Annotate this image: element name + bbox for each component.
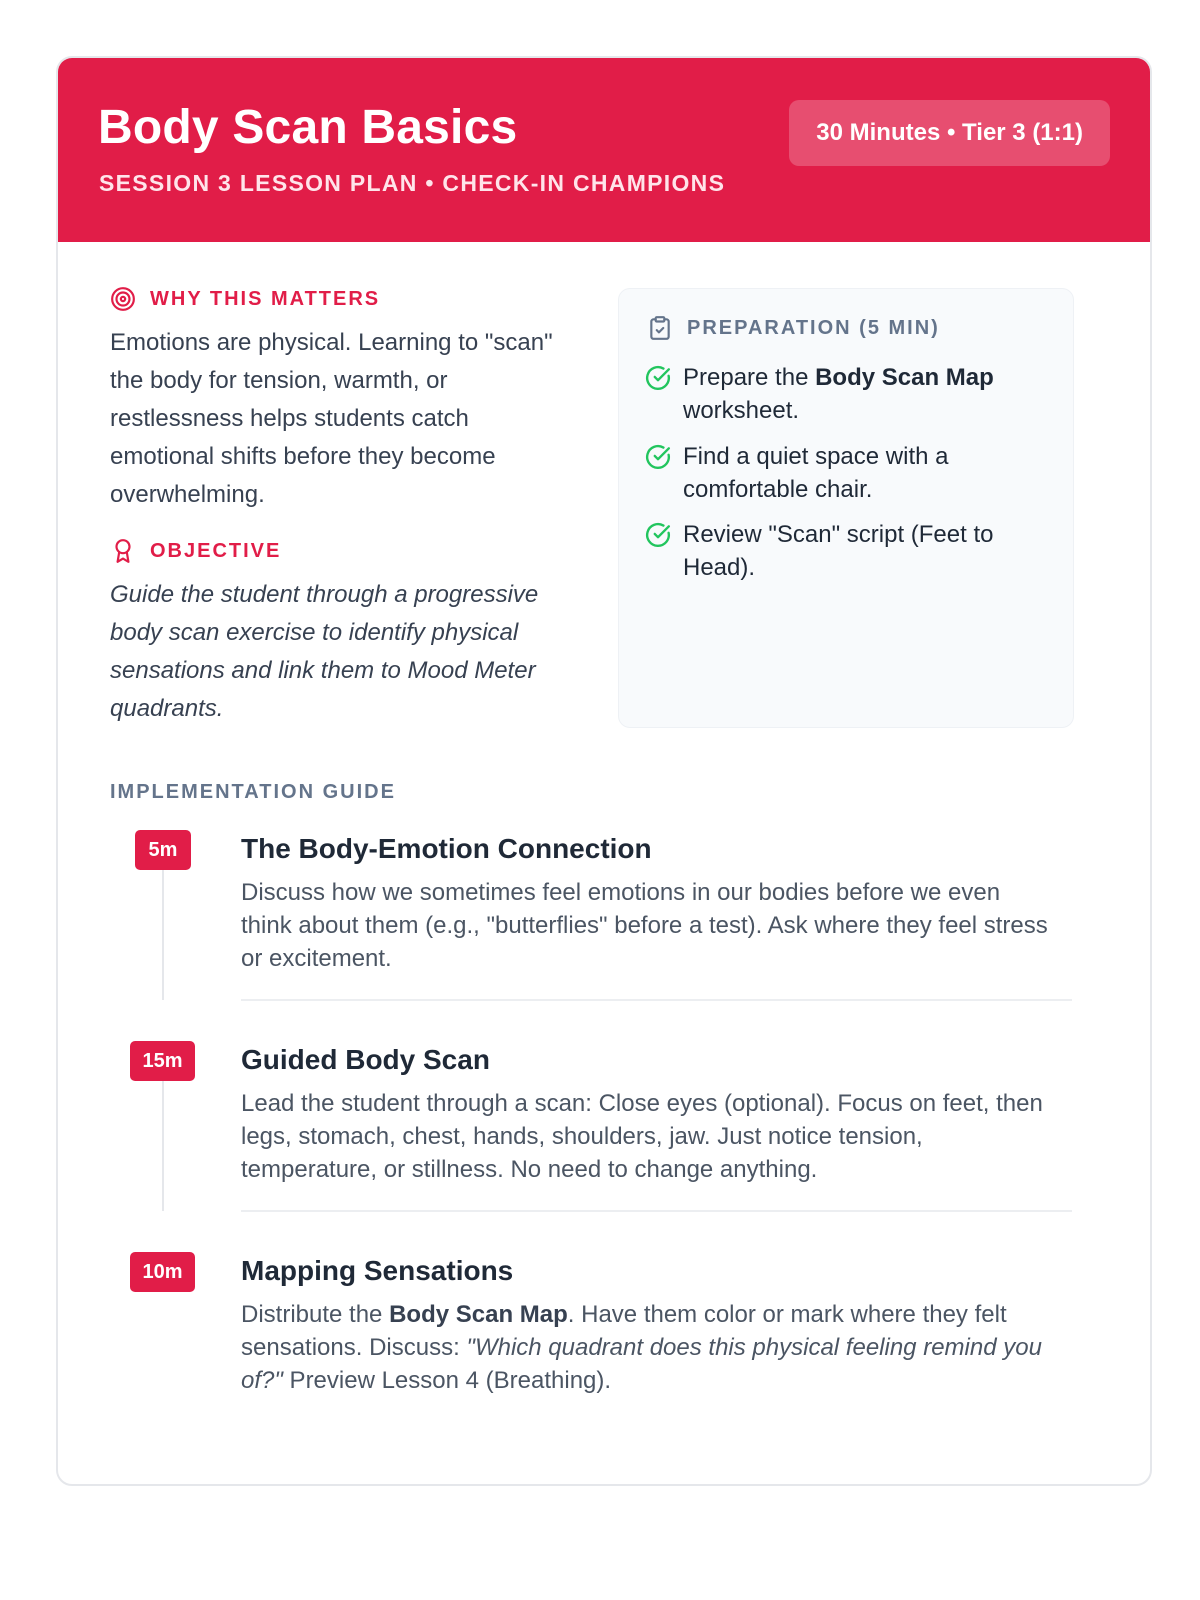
discussion-question: "Which quadrant does this physical feeling remind you	[466, 1334, 1042, 1361]
step-description-line: or excitement.	[241, 945, 392, 972]
preparation-panel	[618, 288, 1074, 728]
step-description-line	[241, 1364, 1083, 1397]
why-line: overwhelming.	[110, 481, 265, 508]
prep-item-text	[683, 518, 993, 584]
why-line: restlessness helps students catch	[110, 405, 469, 432]
step-description	[241, 1087, 1083, 1186]
check-circle-icon	[645, 522, 671, 548]
why-this-matters-heading	[110, 286, 380, 312]
text-part: . Have them color or mark where they felt	[567, 1301, 1007, 1328]
check-circle-icon	[645, 365, 671, 391]
prep-item-text-part: Find a quiet space with a	[683, 443, 949, 470]
step-description-line: Lead the student through a scan: Close eyes (optional). Focus on feet, then	[241, 1090, 1043, 1117]
page-subtitle: SESSION 3 LESSON PLAN • CHECK-IN CHAMPIONS	[99, 170, 726, 196]
objective-line: body scan exercise to identify physical	[110, 619, 519, 646]
step-description	[241, 876, 1083, 975]
step-description-line: legs, stomach, chest, hands, shoulders, jaw. Just notice tension,	[241, 1123, 923, 1150]
objective-line: sensations and link them to Mood Meter	[110, 657, 536, 684]
why-this-matters-label: WHY THIS MATTERS	[150, 287, 381, 310]
lesson-plan-card	[56, 56, 1152, 1486]
step-title: The Body-Emotion Connection	[241, 833, 652, 864]
step-description-line: Discuss how we sometimes feel emotions in our bodies before we even	[241, 879, 1001, 906]
step-title: Guided Body Scan	[241, 1044, 490, 1075]
step-duration-badge: 15m	[130, 1041, 195, 1081]
text-part: sensations. Discuss:	[241, 1334, 467, 1361]
step-title: Mapping Sensations	[241, 1255, 514, 1286]
preparation-label: PREPARATION (5 MIN)	[687, 316, 940, 339]
target-icon	[110, 286, 136, 312]
check-circle-icon	[645, 444, 671, 470]
why-this-matters-text	[110, 324, 590, 514]
discussion-question: of?"	[241, 1367, 283, 1394]
prep-item-text	[683, 361, 994, 427]
implementation-guide-heading: IMPLEMENTATION GUIDE	[110, 781, 396, 803]
objective-line: quadrants.	[110, 695, 224, 722]
text-part: Distribute the	[241, 1301, 390, 1328]
step-description-line: temperature, or stillness. No need to change anything.	[241, 1156, 818, 1183]
why-line: the body for tension, warmth, or	[110, 367, 448, 394]
page-title: Body Scan Basics	[98, 101, 518, 154]
prep-item-text-part: Prepare the	[683, 364, 816, 391]
text-part: Preview Lesson 4 (Breathing).	[282, 1367, 612, 1394]
why-line: Emotions are physical. Learning to "scan"	[110, 329, 553, 356]
objective-line: Guide the student through a progressive	[110, 581, 539, 608]
preparation-heading	[647, 315, 940, 341]
prep-item	[645, 518, 993, 584]
prep-item-text-part: comfortable chair.	[683, 476, 873, 503]
step-divider	[241, 1210, 1072, 1212]
worksheet-name: Body Scan Map	[815, 364, 994, 391]
prep-item	[645, 440, 949, 506]
step-duration-badge: 10m	[130, 1252, 195, 1292]
step-description-line	[241, 1298, 1083, 1331]
timeline-connector	[162, 870, 164, 1000]
prep-item-text	[683, 440, 949, 506]
objective-label: OBJECTIVE	[150, 539, 282, 562]
prep-item-text-part: Review "Scan" script (Feet to	[683, 521, 994, 548]
prep-item	[645, 361, 994, 427]
timeline-connector	[162, 1081, 164, 1211]
clipboard-check-icon	[647, 315, 673, 341]
award-icon	[110, 538, 136, 564]
objective-heading	[110, 538, 281, 564]
step-duration-badge: 5m	[135, 830, 191, 870]
why-line: emotional shifts before they become	[110, 443, 496, 470]
worksheet-name: Body Scan Map	[389, 1301, 568, 1328]
step-divider	[241, 999, 1072, 1001]
step-description-line: think about them (e.g., "butterflies" before a test). Ask where they feel stress	[241, 912, 1048, 939]
session-meta-badge: 30 Minutes • Tier 3 (1:1)	[789, 100, 1110, 166]
prep-item-text-part: worksheet.	[683, 397, 800, 424]
objective-text	[110, 576, 590, 728]
step-description	[241, 1298, 1083, 1397]
card-header	[58, 58, 1150, 242]
step-description-line	[241, 1331, 1083, 1364]
prep-item-text-part: Head).	[683, 554, 756, 581]
